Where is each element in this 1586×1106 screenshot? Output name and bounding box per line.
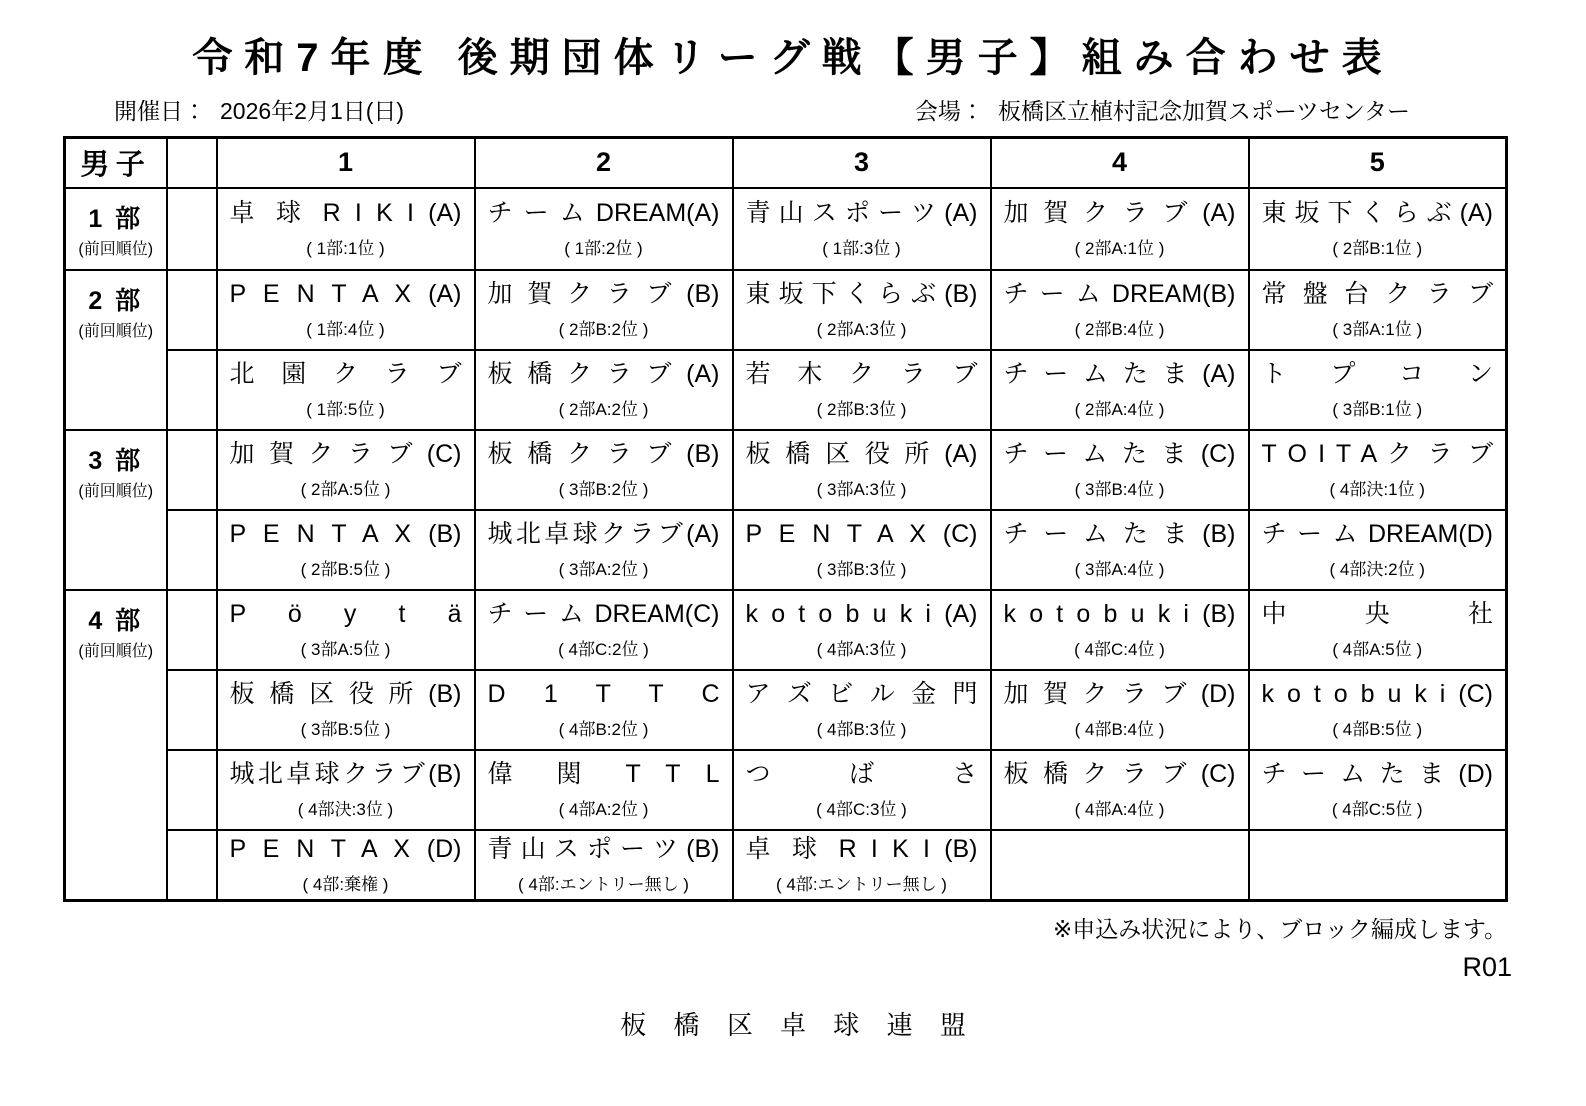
- footnote: ※申込み状況により、ブロック編成します。: [1053, 916, 1507, 942]
- team-name: つ ば さ: [745, 759, 978, 788]
- team-name: 東 坂 下 く ら ぶ (B): [745, 279, 978, 308]
- table-row: [65, 350, 1507, 430]
- team-rank: ( 3部B:4位 ): [1074, 480, 1165, 500]
- table-row: [65, 188, 1507, 270]
- team-name: 板 橋 区 役 所 (B): [229, 679, 462, 708]
- team-name: D 1 T T C: [487, 679, 720, 708]
- team-cell: [475, 830, 733, 901]
- team-cell: [217, 510, 475, 590]
- team-cell: [991, 750, 1249, 830]
- team-cell: [217, 670, 475, 750]
- team-rank: ( 3部A:5位 ): [300, 640, 391, 660]
- team-name: チ ー ム た ま (C): [1003, 439, 1236, 468]
- team-cell: [475, 750, 733, 830]
- event-venue-label: 会場：: [914, 98, 984, 124]
- team-name: P E N T A X (C): [745, 519, 978, 548]
- team-cell: [991, 270, 1249, 350]
- event-info-row: [0, 93, 1586, 136]
- team-cell: [991, 670, 1249, 750]
- page-title: 令和7年度 後期団体リーグ戦【男子】組み合わせ表: [192, 36, 1394, 80]
- table-row: [65, 670, 1507, 750]
- team-rank: ( 1部:5位 ): [306, 400, 385, 420]
- team-rank: ( 2部B:2位 ): [558, 320, 649, 340]
- team-rank: ( 1部:3位 ): [822, 239, 901, 259]
- spacer-header-cell: [167, 138, 217, 188]
- team-name: チームDREAM(B): [1003, 279, 1236, 308]
- division-label: 2 部: [88, 286, 144, 315]
- team-rank: ( 4部B:4位 ): [1074, 720, 1165, 740]
- team-name: P ö y t ä: [229, 599, 462, 628]
- team-cell: [991, 350, 1249, 430]
- team-name: 中 央 社: [1261, 599, 1493, 628]
- team-name: 加 賀 ク ラ ブ (D): [1003, 679, 1236, 708]
- team-cell: [475, 350, 733, 430]
- team-rank: ( 1部:1位 ): [306, 239, 385, 259]
- team-rank: ( 3部A:2位 ): [558, 560, 649, 580]
- team-cell: [1249, 590, 1507, 670]
- team-rank: ( 2部A:3位 ): [816, 320, 907, 340]
- spacer-cell: [167, 830, 217, 901]
- division-label-group: [66, 431, 166, 511]
- event-date-value: 2026年2月1日(日): [220, 98, 405, 124]
- team-rank: ( 4部A:4位 ): [1074, 800, 1165, 820]
- team-name: 城北卓球クラブ(B): [229, 759, 462, 788]
- team-cell: [217, 350, 475, 430]
- spacer-cell: [167, 430, 217, 510]
- team-rank: ( 4部B:2位 ): [558, 720, 649, 740]
- team-rank: ( 3部A:3位 ): [816, 480, 907, 500]
- team-cell: [217, 188, 475, 270]
- team-rank: ( 4部B:5位 ): [1332, 720, 1423, 740]
- team-name: 加 賀 ク ラ ブ (A): [1003, 198, 1236, 227]
- team-rank: ( 2部B:4位 ): [1074, 320, 1165, 340]
- team-rank: ( 4部:エントリー無し ): [518, 875, 689, 895]
- team-cell: [733, 270, 991, 350]
- team-name: ア ズ ビ ル 金 門: [745, 679, 978, 708]
- team-cell: [991, 430, 1249, 510]
- team-cell: [733, 670, 991, 750]
- team-rank: ( 2部A:5位 ): [300, 480, 391, 500]
- division-label: 4 部: [88, 606, 144, 635]
- team-name: チ ー ム た ま (A): [1003, 359, 1236, 388]
- team-name: 板 橋 区 役 所 (A): [745, 439, 978, 468]
- team-rank: ( 3部B:2位 ): [558, 480, 649, 500]
- team-cell: [733, 350, 991, 430]
- team-cell: [733, 590, 991, 670]
- team-name: 常 盤 台 ク ラ ブ: [1261, 279, 1493, 308]
- spacer-cell: [167, 750, 217, 830]
- division-label: 3 部: [88, 446, 144, 475]
- team-rank: ( 4部C:3位 ): [816, 800, 907, 820]
- team-cell: [991, 590, 1249, 670]
- league-table: [63, 136, 1508, 902]
- team-name: 北 園 ク ラ ブ: [229, 359, 462, 388]
- division-sublabel: (前回順位): [78, 642, 154, 660]
- header-row: [65, 138, 1507, 188]
- spacer-cell: [167, 510, 217, 590]
- division-sublabel: (前回順位): [78, 482, 154, 500]
- team-cell: [733, 188, 991, 270]
- team-rank: ( 2部B:3位 ): [816, 400, 907, 420]
- team-cell: [733, 430, 991, 510]
- team-cell: [1249, 430, 1507, 510]
- team-rank: ( 4部A:3位 ): [816, 640, 907, 660]
- team-rank: ( 4部決:1位 ): [1329, 480, 1425, 500]
- team-cell: [1249, 750, 1507, 830]
- team-name: 加 賀 ク ラ ブ (C): [229, 439, 462, 468]
- table-row: [65, 270, 1507, 350]
- team-rank: ( 1部:2位 ): [564, 239, 643, 259]
- team-rank: ( 4部A:2位 ): [558, 800, 649, 820]
- team-rank: ( 4部:棄権 ): [302, 875, 389, 895]
- spacer-cell: [167, 590, 217, 670]
- team-rank: ( 2部B:1位 ): [1332, 239, 1423, 259]
- spacer-cell: [167, 350, 217, 430]
- event-date: [114, 93, 404, 126]
- organization-name: 板橋区卓球連盟: [620, 1010, 994, 1040]
- team-cell: [217, 270, 475, 350]
- team-rank: ( 2部A:4位 ): [1074, 400, 1165, 420]
- team-name: ト プ コ ン: [1261, 359, 1493, 388]
- team-cell: [1249, 510, 1507, 590]
- team-rank: ( 3部B:5位 ): [300, 720, 391, 740]
- team-name: 卓 球 R I K I (B): [745, 835, 978, 864]
- spacer-cell: [167, 188, 217, 270]
- team-cell: [475, 590, 733, 670]
- table-row: [65, 830, 1507, 901]
- team-rank: ( 3部A:1位 ): [1332, 320, 1423, 340]
- team-name: 青 山 ス ポ ー ツ (B): [487, 835, 720, 864]
- team-rank: ( 3部B:3位 ): [816, 560, 907, 580]
- division-label-group: [66, 189, 166, 269]
- corner-cell: 男子: [65, 138, 167, 188]
- team-rank: ( 3部A:4位 ): [1074, 560, 1165, 580]
- team-rank: ( 4部:エントリー無し ): [776, 875, 947, 895]
- team-cell: [991, 830, 1249, 901]
- team-cell: [217, 430, 475, 510]
- team-rank: ( 4部B:3位 ): [816, 720, 907, 740]
- team-name: 板 橋 ク ラ ブ (A): [487, 359, 720, 388]
- team-name: チームDREAM(D): [1261, 519, 1493, 548]
- team-cell: [475, 430, 733, 510]
- team-name: 東 坂 下 く ら ぶ (A): [1261, 198, 1493, 227]
- team-rank: ( 3部B:1位 ): [1332, 400, 1423, 420]
- table-row: [65, 510, 1507, 590]
- team-name: 加 賀 ク ラ ブ (B): [487, 279, 720, 308]
- round-column-header: 2: [475, 138, 733, 188]
- team-name: P E N T A X (B): [229, 519, 462, 548]
- team-name: k o t o b u k i (B): [1003, 599, 1236, 628]
- team-cell: [475, 670, 733, 750]
- division-label: 1 部: [88, 204, 144, 233]
- team-cell: [1249, 670, 1507, 750]
- round-column-header: 4: [991, 138, 1249, 188]
- team-name: チ ー ム た ま (B): [1003, 519, 1236, 548]
- table-row: [65, 590, 1507, 670]
- team-rank: ( 4部C:2位 ): [558, 640, 649, 660]
- team-name: チ ー ム た ま (D): [1261, 759, 1493, 788]
- division-cell: [65, 270, 167, 430]
- team-name: 城北卓球クラブ(A): [487, 519, 720, 548]
- team-name: 青 山 ス ポ ー ツ (A): [745, 198, 978, 227]
- league-table-body: [65, 188, 1507, 901]
- team-rank: ( 4部C:4位 ): [1074, 640, 1165, 660]
- team-name: 若 木 ク ラ ブ: [745, 359, 978, 388]
- team-rank: ( 4部A:5位 ): [1332, 640, 1423, 660]
- team-cell: [217, 830, 475, 901]
- team-rank: ( 2部A:2位 ): [558, 400, 649, 420]
- team-cell: [475, 270, 733, 350]
- team-cell: [1249, 270, 1507, 350]
- team-cell: [733, 510, 991, 590]
- team-name: P E N T A X (D): [229, 835, 462, 864]
- team-cell: [475, 510, 733, 590]
- team-name: 板 橋 ク ラ ブ (B): [487, 439, 720, 468]
- team-name: チームDREAM(A): [487, 198, 720, 227]
- team-cell: [1249, 830, 1507, 901]
- team-name: 卓 球 R I K I (A): [229, 198, 462, 227]
- team-cell: [991, 188, 1249, 270]
- round-column-header: 3: [733, 138, 991, 188]
- table-row: [65, 430, 1507, 510]
- team-cell: [475, 188, 733, 270]
- team-rank: ( 4部決:3位 ): [297, 800, 394, 820]
- team-name: 板 橋 ク ラ ブ (C): [1003, 759, 1236, 788]
- event-venue: [915, 93, 1410, 126]
- spacer-cell: [167, 270, 217, 350]
- revision-code: R01: [1462, 952, 1512, 982]
- team-cell: [1249, 350, 1507, 430]
- spacer-cell: [167, 670, 217, 750]
- team-rank: ( 4部決:2位 ): [1329, 560, 1425, 580]
- division-sublabel: (前回順位): [78, 322, 154, 340]
- team-cell: [217, 590, 475, 670]
- team-rank: ( 1部:4位 ): [306, 320, 385, 340]
- team-cell: [1249, 188, 1507, 270]
- team-cell: [733, 750, 991, 830]
- division-cell: [65, 188, 167, 270]
- team-name: k o t o b u k i (A): [745, 599, 978, 628]
- event-venue-value: 板橋区立植村記念加賀スポーツセンター: [997, 98, 1410, 124]
- division-label-group: [66, 591, 166, 671]
- division-cell: [65, 590, 167, 901]
- table-row: [65, 750, 1507, 830]
- event-date-label: 開催日：: [114, 98, 206, 124]
- team-name: チームDREAM(C): [487, 599, 720, 628]
- round-column-header: 1: [217, 138, 475, 188]
- team-name: T O I T A ク ラ ブ: [1261, 439, 1493, 468]
- team-name: 偉 関 T T L: [487, 759, 720, 788]
- division-sublabel: (前回順位): [78, 240, 154, 258]
- team-rank: ( 2部B:5位 ): [300, 560, 391, 580]
- round-column-header: 5: [1249, 138, 1507, 188]
- division-label-group: [66, 271, 166, 351]
- team-cell: [991, 510, 1249, 590]
- team-cell: [217, 750, 475, 830]
- division-cell: [65, 430, 167, 590]
- team-rank: ( 4部C:5位 ): [1331, 800, 1423, 820]
- team-rank: ( 2部A:1位 ): [1074, 239, 1165, 259]
- team-name: P E N T A X (A): [229, 279, 462, 308]
- team-cell: [733, 830, 991, 901]
- team-name: k o t o b u k i (C): [1261, 679, 1493, 708]
